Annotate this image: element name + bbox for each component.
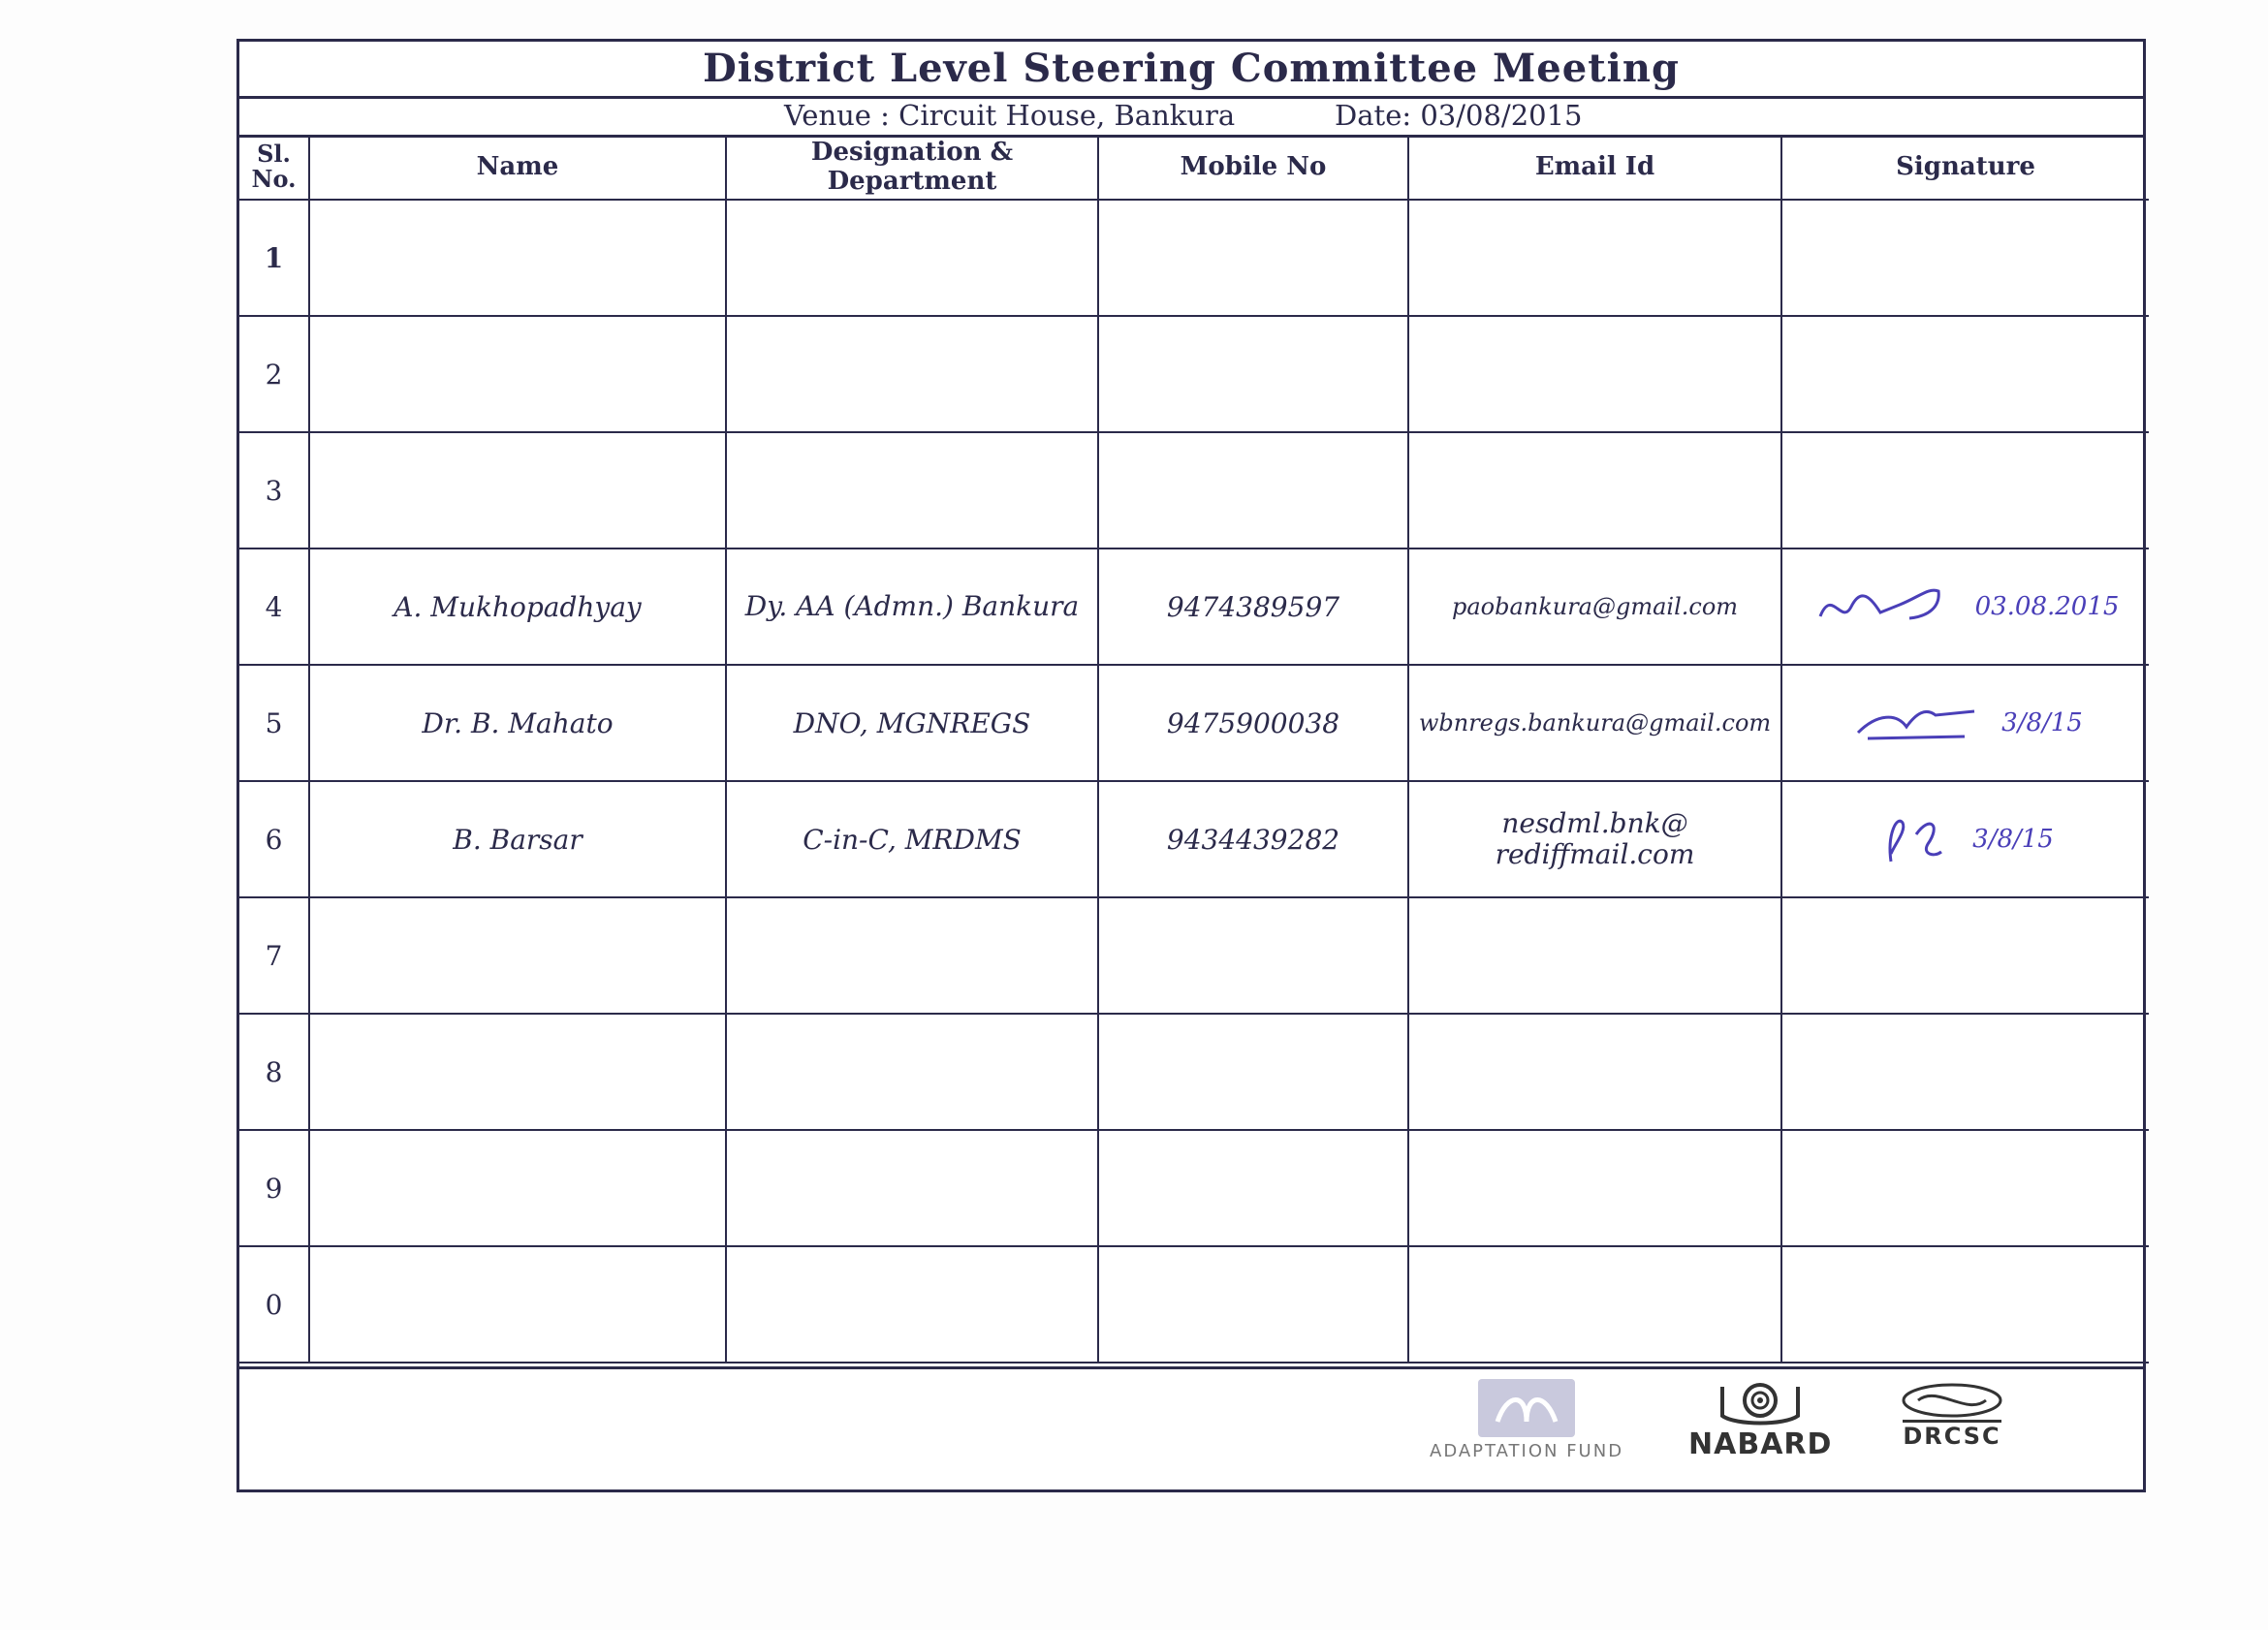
- handwritten-signature-icon: [1812, 578, 1958, 636]
- signature-date: 3/8/15: [2001, 708, 2083, 737]
- mobile-cell: [1098, 200, 1408, 316]
- sl-no: 9: [239, 1130, 309, 1246]
- venue-text: Venue : Circuit House, Bankura: [784, 99, 1236, 132]
- signature-date: 3/8/15: [1972, 825, 2054, 854]
- table-row: [239, 432, 2149, 549]
- designation-cell: DNO, MGNREGS: [726, 665, 1098, 781]
- designation-cell: [726, 200, 1098, 316]
- mobile-cell: [1098, 1014, 1408, 1130]
- signature-cell: [1781, 665, 2149, 781]
- adaptation-fund-icon: [1478, 1379, 1575, 1437]
- signature-wrap: [1782, 578, 2149, 636]
- sheet-title: District Level Steering Committee Meeting: [239, 42, 2143, 99]
- drcsc-label: DRCSC: [1903, 1420, 2000, 1450]
- signature-wrap: [1782, 694, 2149, 752]
- email-cell: nesdml.bnk@ rediffmail.com: [1408, 781, 1781, 897]
- mobile-cell: [1098, 432, 1408, 549]
- table-row: [239, 1246, 2149, 1363]
- drcsc-emblem-icon: [1899, 1381, 2005, 1420]
- meeting-date: Date: 03/08/2015: [1335, 99, 1583, 132]
- signature-cell: [1781, 897, 2149, 1014]
- name-cell: [309, 1130, 726, 1246]
- sl-no: 6: [239, 781, 309, 897]
- designation-cell: [726, 1246, 1098, 1363]
- table-row: [239, 665, 2149, 781]
- sl-no: 4: [239, 549, 309, 665]
- name-cell: [309, 200, 726, 316]
- mobile-cell: [1098, 1246, 1408, 1363]
- nabard-logo: [1688, 1377, 1832, 1461]
- email-cell: [1408, 200, 1781, 316]
- venue-date-row: [239, 96, 2143, 138]
- name-cell: [309, 432, 726, 549]
- designation-cell: [726, 1014, 1098, 1130]
- handwritten-signature-icon: [1877, 805, 1955, 873]
- email-cell: [1408, 1246, 1781, 1363]
- attendance-sheet: [236, 39, 2146, 1492]
- sl-no: 1: [239, 200, 309, 316]
- sl-no: 0: [239, 1246, 309, 1363]
- sl-no: 2: [239, 316, 309, 432]
- col-email: Email Id: [1408, 135, 1781, 200]
- attendance-table: [239, 135, 2149, 1364]
- signature-cell: [1781, 316, 2149, 432]
- table-row: [239, 316, 2149, 432]
- mobile-cell: 9474389597: [1098, 549, 1408, 665]
- signature-cell: [1781, 1014, 2149, 1130]
- signature-cell: [1781, 1130, 2149, 1246]
- name-cell: B. Barsar: [309, 781, 726, 897]
- col-mobile: Mobile No: [1098, 135, 1408, 200]
- table-row: [239, 549, 2149, 665]
- name-cell: [309, 316, 726, 432]
- signature-cell: [1781, 1246, 2149, 1363]
- name-cell: [309, 897, 726, 1014]
- sl-no: 3: [239, 432, 309, 549]
- adaptation-fund-logo: [1430, 1379, 1623, 1461]
- sl-no: 5: [239, 665, 309, 781]
- designation-cell: Dy. AA (Admn.) Bankura: [726, 549, 1098, 665]
- col-designation: Designation & Department: [726, 135, 1098, 200]
- table-row: [239, 1014, 2149, 1130]
- email-cell: [1408, 897, 1781, 1014]
- nabard-label: NABARD: [1688, 1427, 1833, 1461]
- email-cell: paobankura@gmail.com: [1408, 549, 1781, 665]
- designation-cell: [726, 897, 1098, 1014]
- signature-date: 03.08.2015: [1974, 592, 2120, 621]
- designation-cell: [726, 1130, 1098, 1246]
- col-name: Name: [309, 135, 726, 200]
- email-cell: wbnregs.bankura@gmail.com: [1408, 665, 1781, 781]
- name-cell: [309, 1246, 726, 1363]
- email-cell: [1408, 432, 1781, 549]
- email-cell: [1408, 316, 1781, 432]
- signature-cell: [1781, 781, 2149, 897]
- sl-no: 8: [239, 1014, 309, 1130]
- signature-wrap: [1782, 805, 2149, 873]
- name-cell: [309, 1014, 726, 1130]
- mobile-cell: 9434439282: [1098, 781, 1408, 897]
- name-cell: A. Mukhopadhyay: [309, 549, 726, 665]
- mobile-cell: [1098, 897, 1408, 1014]
- table-row: [239, 781, 2149, 897]
- signature-cell: [1781, 200, 2149, 316]
- adaptation-fund-label: ADAPTATION FUND: [1430, 1441, 1624, 1461]
- col-signature: Signature: [1781, 135, 2149, 200]
- signature-cell: [1781, 432, 2149, 549]
- table-row: [239, 1130, 2149, 1246]
- handwritten-signature-icon: [1848, 694, 1984, 752]
- footer-logos: [239, 1366, 2143, 1489]
- mobile-cell: 9475900038: [1098, 665, 1408, 781]
- nabard-emblem-icon: [1717, 1377, 1804, 1427]
- drcsc-logo: [1899, 1381, 2005, 1450]
- sl-no: 7: [239, 897, 309, 1014]
- mobile-cell: [1098, 1130, 1408, 1246]
- table-row: [239, 897, 2149, 1014]
- signature-cell: [1781, 549, 2149, 665]
- mobile-cell: [1098, 316, 1408, 432]
- designation-cell: [726, 432, 1098, 549]
- designation-cell: C-in-C, MRDMS: [726, 781, 1098, 897]
- name-cell: Dr. B. Mahato: [309, 665, 726, 781]
- table-row: [239, 200, 2149, 316]
- email-cell: [1408, 1130, 1781, 1246]
- designation-cell: [726, 316, 1098, 432]
- email-cell: [1408, 1014, 1781, 1130]
- col-sl-no: Sl. No.: [239, 135, 309, 200]
- header-row: [239, 135, 2149, 200]
